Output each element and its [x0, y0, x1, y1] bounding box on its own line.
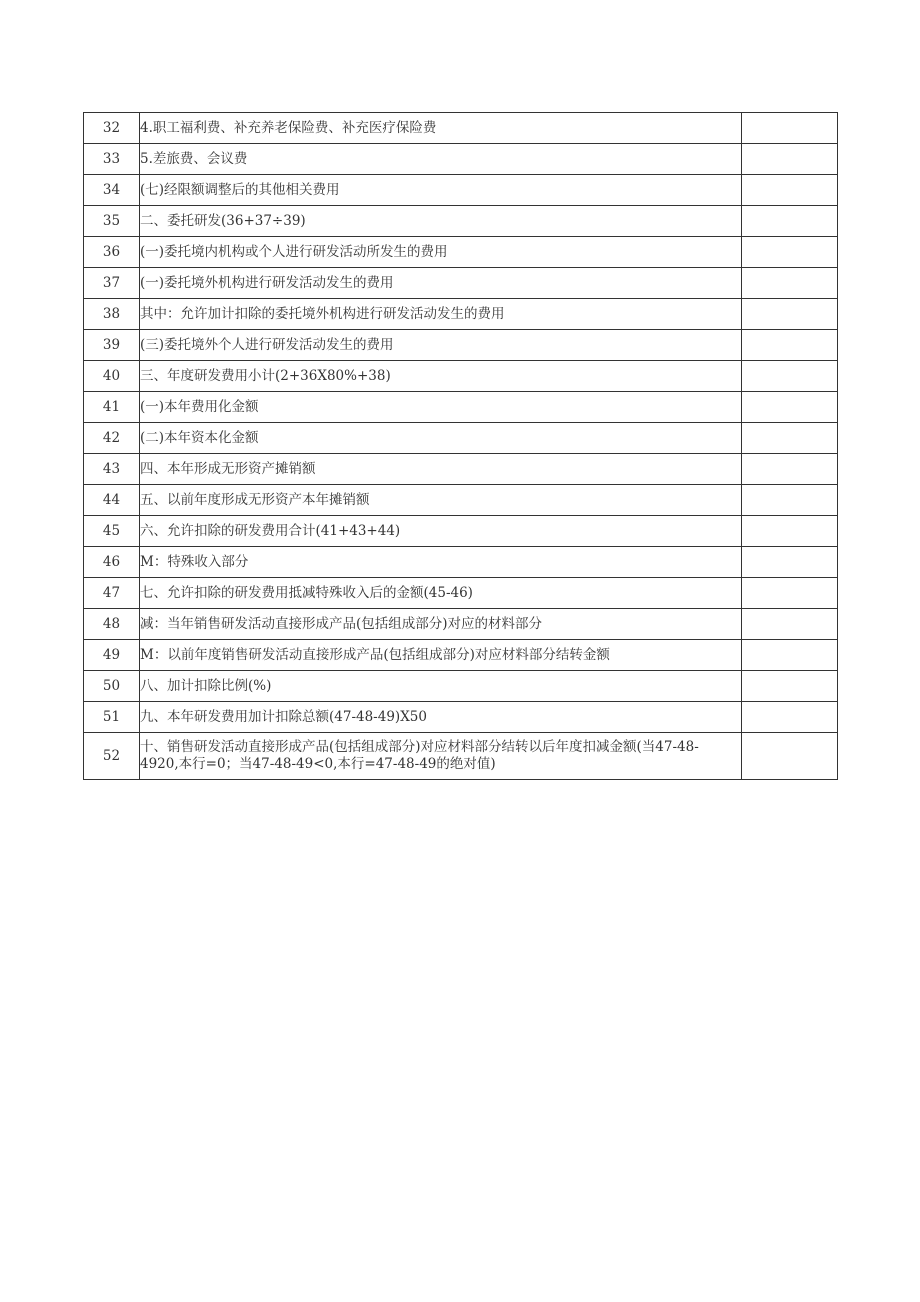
row-number: 37: [84, 268, 140, 299]
table-row: [84, 578, 838, 609]
row-number: 36: [84, 237, 140, 268]
row-amount-cell[interactable]: [742, 485, 838, 516]
rd-expense-table: [83, 112, 838, 780]
row-item: 其中：允许加计扣除的委托境外机构进行研发活动发生的费用: [140, 299, 742, 330]
table-row: [84, 454, 838, 485]
row-amount-cell[interactable]: [742, 640, 838, 671]
row-amount-cell[interactable]: [742, 268, 838, 299]
row-item: 七、允许扣除的研发费用抵减特殊收入后的金额(45-46): [140, 578, 742, 609]
row-number: 47: [84, 578, 140, 609]
row-item: (一)本年费用化金额: [140, 392, 742, 423]
row-amount-cell[interactable]: [742, 578, 838, 609]
row-number: 48: [84, 609, 140, 640]
table-row: [84, 547, 838, 578]
table-row: [84, 299, 838, 330]
row-number: 44: [84, 485, 140, 516]
row-amount-cell[interactable]: [742, 733, 838, 780]
table-row: [84, 733, 838, 780]
row-number: 40: [84, 361, 140, 392]
row-item: 四、本年形成无形资产摊销额: [140, 454, 742, 485]
table-row: [84, 423, 838, 454]
row-item: 十、销售研发活动直接形成产品(包括组成部分)对应材料部分结转以后年度扣减金额(当47-48-4920,本行=0；当47-48-49<0,本行=47-48-49的绝对值): [140, 733, 742, 780]
row-amount-cell[interactable]: [742, 454, 838, 485]
table-row: [84, 516, 838, 547]
row-item: 六、允许扣除的研发费用合计(41+43+44): [140, 516, 742, 547]
row-number: 50: [84, 671, 140, 702]
row-item: 三、年度研发费用小计(2+36X80%+38): [140, 361, 742, 392]
row-item: (一)委托境外机构进行研发活动发生的费用: [140, 268, 742, 299]
row-amount-cell[interactable]: [742, 547, 838, 578]
row-amount-cell[interactable]: [742, 671, 838, 702]
row-number: 52: [84, 733, 140, 780]
row-amount-cell[interactable]: [742, 423, 838, 454]
row-item: 4.职工福利费、补充养老保险费、补充医疗保险费: [140, 113, 742, 144]
row-amount-cell[interactable]: [742, 609, 838, 640]
table-row: [84, 485, 838, 516]
row-item: 5.差旅费、会议费: [140, 144, 742, 175]
table-row: [84, 268, 838, 299]
table-row: [84, 206, 838, 237]
row-number: 42: [84, 423, 140, 454]
table-row: [84, 113, 838, 144]
row-item: (三)委托境外个人进行研发活动发生的费用: [140, 330, 742, 361]
table-row: [84, 330, 838, 361]
row-number: 41: [84, 392, 140, 423]
table-row: [84, 361, 838, 392]
row-item: (一)委托境内机构或个人进行研发活动所发生的费用: [140, 237, 742, 268]
row-number: 35: [84, 206, 140, 237]
row-amount-cell[interactable]: [742, 175, 838, 206]
row-item: (七)经限额调整后的其他相关费用: [140, 175, 742, 206]
row-number: 43: [84, 454, 140, 485]
table-row: [84, 640, 838, 671]
row-number: 46: [84, 547, 140, 578]
row-item: 二、委托研发(36+37÷39): [140, 206, 742, 237]
row-amount-cell[interactable]: [742, 299, 838, 330]
row-amount-cell[interactable]: [742, 144, 838, 175]
row-number: 34: [84, 175, 140, 206]
table-row: [84, 392, 838, 423]
table-row: [84, 609, 838, 640]
row-number: 39: [84, 330, 140, 361]
row-amount-cell[interactable]: [742, 206, 838, 237]
table-row: [84, 671, 838, 702]
row-item: 减：当年销售研发活动直接形成产品(包括组成部分)对应的材料部分: [140, 609, 742, 640]
row-number: 51: [84, 702, 140, 733]
row-number: 45: [84, 516, 140, 547]
row-number: 33: [84, 144, 140, 175]
table-row: [84, 144, 838, 175]
row-amount-cell[interactable]: [742, 330, 838, 361]
row-amount-cell[interactable]: [742, 361, 838, 392]
row-item: (二)本年资本化金额: [140, 423, 742, 454]
row-number: 32: [84, 113, 140, 144]
row-number: 49: [84, 640, 140, 671]
row-item: M：特殊收入部分: [140, 547, 742, 578]
table-row: [84, 175, 838, 206]
row-amount-cell[interactable]: [742, 237, 838, 268]
row-item: 五、以前年度形成无形资产本年摊销额: [140, 485, 742, 516]
row-amount-cell[interactable]: [742, 702, 838, 733]
row-item: 八、加计扣除比例(%): [140, 671, 742, 702]
table-row: [84, 237, 838, 268]
row-amount-cell[interactable]: [742, 516, 838, 547]
row-number: 38: [84, 299, 140, 330]
row-item: M：以前年度销售研发活动直接形成产品(包括组成部分)对应材料部分结转金额: [140, 640, 742, 671]
row-amount-cell[interactable]: [742, 113, 838, 144]
table-row: [84, 702, 838, 733]
row-item: 九、本年研发费用加计扣除总额(47-48-49)X50: [140, 702, 742, 733]
row-amount-cell[interactable]: [742, 392, 838, 423]
